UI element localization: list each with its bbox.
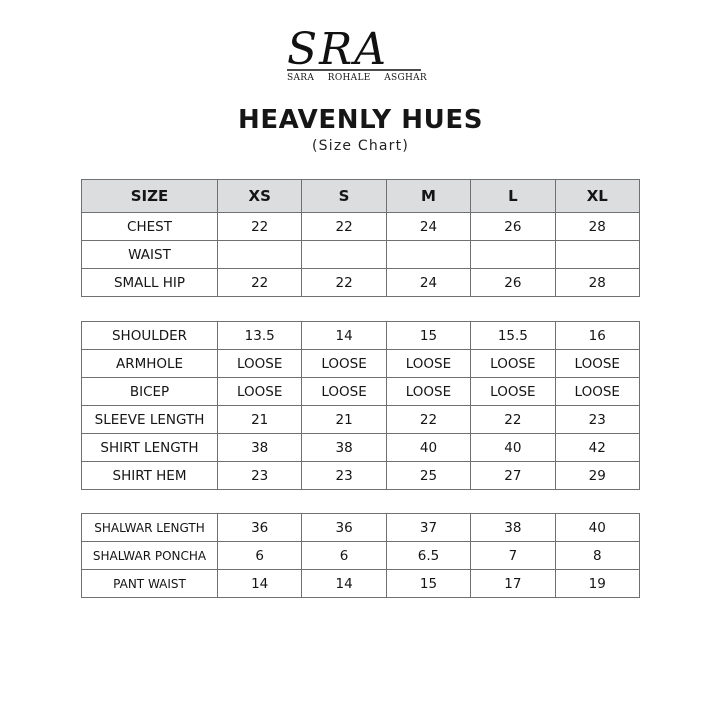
size-value-cell: 22 bbox=[302, 269, 386, 297]
size-value-cell: 25 bbox=[386, 462, 470, 490]
size-value-cell: 38 bbox=[302, 434, 386, 462]
header-s: S bbox=[302, 180, 386, 213]
row-label: PANT WAIST bbox=[82, 570, 218, 598]
size-value-cell: 17 bbox=[471, 570, 555, 598]
size-value-cell: 22 bbox=[218, 213, 302, 241]
table-row bbox=[82, 514, 640, 542]
table-row bbox=[82, 434, 640, 462]
brand-name-last: ASGHAR bbox=[384, 73, 427, 83]
size-value-cell: 38 bbox=[218, 434, 302, 462]
table-row bbox=[82, 241, 640, 269]
row-label: SHALWAR LENGTH bbox=[82, 514, 218, 542]
row-label: SLEEVE LENGTH bbox=[82, 406, 218, 434]
size-value-cell: 23 bbox=[218, 462, 302, 490]
size-value-cell bbox=[471, 241, 555, 269]
size-value-cell: 22 bbox=[302, 213, 386, 241]
size-value-cell: 15.5 bbox=[471, 322, 555, 350]
size-value-cell: 21 bbox=[218, 406, 302, 434]
size-value-cell: 36 bbox=[218, 514, 302, 542]
page-subtitle: (Size Chart) bbox=[312, 138, 409, 154]
size-value-cell: 26 bbox=[471, 213, 555, 241]
size-value-cell: 42 bbox=[555, 434, 639, 462]
size-value-cell: 27 bbox=[471, 462, 555, 490]
size-value-cell: LOOSE bbox=[471, 378, 555, 406]
header-size: SIZE bbox=[82, 180, 218, 213]
table-row bbox=[82, 406, 640, 434]
size-value-cell: LOOSE bbox=[555, 378, 639, 406]
size-value-cell: 24 bbox=[386, 269, 470, 297]
size-value-cell: 13.5 bbox=[218, 322, 302, 350]
size-value-cell: 21 bbox=[302, 406, 386, 434]
size-value-cell: LOOSE bbox=[386, 350, 470, 378]
table-row bbox=[82, 542, 640, 570]
row-label: SHIRT LENGTH bbox=[82, 434, 218, 462]
size-value-cell: LOOSE bbox=[302, 378, 386, 406]
size-value-cell: 8 bbox=[555, 542, 639, 570]
size-value-cell: 7 bbox=[471, 542, 555, 570]
size-value-cell: 19 bbox=[555, 570, 639, 598]
size-value-cell: 6.5 bbox=[386, 542, 470, 570]
size-value-cell: 38 bbox=[471, 514, 555, 542]
size-value-cell bbox=[555, 241, 639, 269]
size-value-cell: 23 bbox=[555, 406, 639, 434]
size-value-cell: 6 bbox=[302, 542, 386, 570]
size-header-row bbox=[82, 180, 640, 213]
size-value-cell: 22 bbox=[218, 269, 302, 297]
size-value-cell: LOOSE bbox=[218, 350, 302, 378]
size-value-cell: LOOSE bbox=[302, 350, 386, 378]
size-value-cell: LOOSE bbox=[386, 378, 470, 406]
size-value-cell: 28 bbox=[555, 213, 639, 241]
brand-name-middle: ROHALE bbox=[327, 73, 371, 83]
size-value-cell: LOOSE bbox=[218, 378, 302, 406]
table-row bbox=[82, 269, 640, 297]
size-value-cell: LOOSE bbox=[555, 350, 639, 378]
brand-name bbox=[281, 73, 427, 83]
size-value-cell: 15 bbox=[386, 570, 470, 598]
size-value-cell bbox=[218, 241, 302, 269]
size-value-cell: 28 bbox=[555, 269, 639, 297]
size-value-cell: 22 bbox=[386, 406, 470, 434]
row-label: ARMHOLE bbox=[82, 350, 218, 378]
size-value-cell: 24 bbox=[386, 213, 470, 241]
size-value-cell: 15 bbox=[386, 322, 470, 350]
monogram-text: SRA bbox=[287, 24, 389, 72]
size-value-cell: 40 bbox=[386, 434, 470, 462]
row-label: CHEST bbox=[82, 213, 218, 241]
size-value-cell: 14 bbox=[218, 570, 302, 598]
size-value-cell: 22 bbox=[471, 406, 555, 434]
header-l: L bbox=[471, 180, 555, 213]
table-row bbox=[82, 462, 640, 490]
size-value-cell: 40 bbox=[471, 434, 555, 462]
header-xs: XS bbox=[218, 180, 302, 213]
size-value-cell: 26 bbox=[471, 269, 555, 297]
size-value-cell: 14 bbox=[302, 570, 386, 598]
brand-logo bbox=[281, 24, 441, 90]
size-table-shirt bbox=[81, 321, 640, 490]
table-row bbox=[82, 570, 640, 598]
header-m: M bbox=[386, 180, 470, 213]
brand-name-first: SARA bbox=[287, 73, 315, 83]
table-row bbox=[82, 350, 640, 378]
table-row bbox=[82, 378, 640, 406]
size-value-cell: 29 bbox=[555, 462, 639, 490]
size-value-cell: 40 bbox=[555, 514, 639, 542]
size-value-cell: 16 bbox=[555, 322, 639, 350]
table-row bbox=[82, 322, 640, 350]
page-title: HEAVENLY HUES bbox=[237, 105, 484, 135]
row-label: SMALL HIP bbox=[82, 269, 218, 297]
row-label: SHALWAR PONCHA bbox=[82, 542, 218, 570]
size-value-cell: 37 bbox=[386, 514, 470, 542]
row-label: WAIST bbox=[82, 241, 218, 269]
row-label: SHIRT HEM bbox=[82, 462, 218, 490]
size-table-bottoms bbox=[81, 513, 640, 598]
size-value-cell: LOOSE bbox=[471, 350, 555, 378]
size-value-cell: 36 bbox=[302, 514, 386, 542]
size-table-body-measurements bbox=[81, 179, 640, 297]
monogram-logo bbox=[281, 24, 441, 72]
table-row bbox=[82, 213, 640, 241]
size-value-cell: 23 bbox=[302, 462, 386, 490]
header-xl: XL bbox=[555, 180, 639, 213]
size-value-cell: 6 bbox=[218, 542, 302, 570]
size-value-cell: 14 bbox=[302, 322, 386, 350]
size-value-cell bbox=[386, 241, 470, 269]
row-label: SHOULDER bbox=[82, 322, 218, 350]
size-value-cell bbox=[302, 241, 386, 269]
row-label: BICEP bbox=[82, 378, 218, 406]
